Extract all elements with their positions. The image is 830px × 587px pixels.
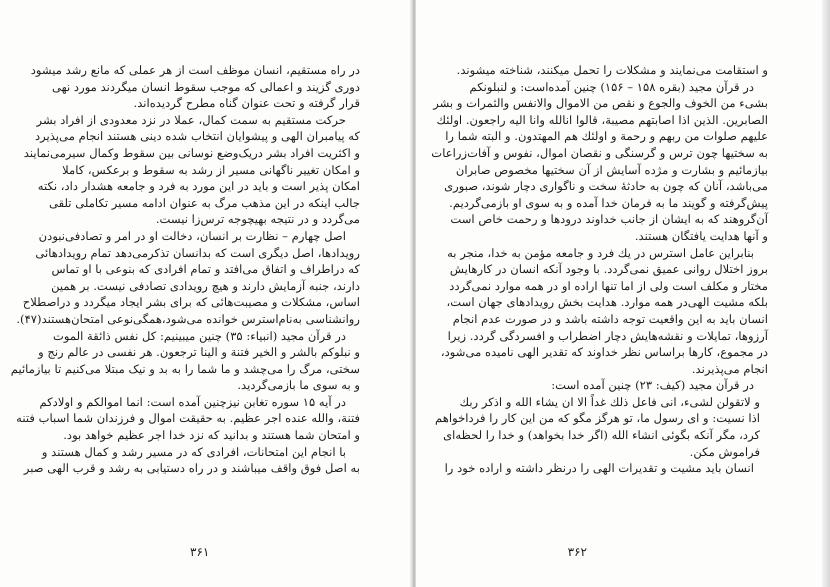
text-line: و به سوی ما بازمی‌گردید. [237,378,360,393]
text-line: و آنها هدایت یافتگان هستند. [634,228,768,243]
text-line: می‌گردد و در نتیجه بهیچوجه ترس‌زا نیست. [155,212,360,227]
text-line: در قرآن مجید (بقره ۱۵۸ – ۱۵۶) چنین آمده‌است: و لنبلونکم [469,79,754,94]
right-page-number: ۳۶۲ [567,545,587,559]
text-line: امکان پذیر است و باید در این مورد به فرد و جامعه هشدار داد، نکته [37,179,360,194]
text-line: و امکان تغییر ناگهانی مسیر از رشد به سقوط و برعکس، کاملا [62,162,360,177]
text-line: علیهم صلوات من ربهم و رحمة و اولئك هم المهتدون. و البته شما را [445,129,768,144]
text-line: آرزوها، تمایلات و نقشه‌هایش دچار اضطراب و افسردگی گردد. زیرا [447,328,768,343]
text-line: کرد، مگر آنکه بگوئی انشاء الله (اگر خدا بخواهد) و خدا را لحظه‌ای [443,428,760,443]
text-line: فراموش مکن. [689,444,760,459]
left-page-number: ۳۶۱ [190,545,210,559]
text-line: که پیامبران الهی و پیشوایان انتخاب شده دینی هستند انجام می‌پذیرد [34,129,360,144]
text-line: اذا نسیت: و ای رسول ما، تو هرگز مگو که من این کار را فرداخواهم [435,411,760,426]
text-line: در قرآن مجید (کیف: ۲۳) چنین آمده است: [551,378,754,393]
text-line: آن‌گروهند که به ایشان از جانب خداوند درودها و رحمت خاص است [450,212,768,227]
text-line: روانشناسی به‌نام‌استرس خوانده می‌شود،همگی‌نوعی امتحان‌هستند(۴۷). [16,311,360,326]
text-line: رویدادها، اصل دیگری است که بدانسان تذکرمی‌دهد تمام رویدادهائی [35,245,360,260]
text-line: قرار گرفته و تحت عنوان گناه مطرح گردیده‌اند. [133,96,360,111]
left-page [0,0,412,587]
text-line: اساس، مشکلات و مصیبت‌هائی که برای بشر ایجاد میگردد و دراصطلاح [22,295,360,310]
text-line: با انجام این امتحانات، افرادی که در مسیر رشد و کمال هستند و [41,444,346,459]
text-line: بیازمائیم و بشارت و مژده آسایش از آن سختیها مخصوص صابران [455,162,768,177]
text-line: انسان باید به این واقعیت توجه داشته باشد و در صورت عدم انجام [452,311,768,326]
text-line: مختار و مکلف است ولی از اما تنها اراده او در همه موارد نمی‌گردد [449,278,768,293]
text-line: بروز اختلال روانی عمیق نمی‌گردد. با وجود آنکه انسان در کارهایش [449,262,768,277]
left-page-body [10,62,360,477]
text-line: فتنة، والله عنده اجر عظیم. به حقیقت اموال و فرزندان شما اسباب فتنه [16,411,360,426]
text-line: سختی، مرگ را می‌چشد و ما شما را به بد و نیک مبتلا می‌کنیم تا بیازمائیم [10,361,360,376]
text-line: در راه مستقیم، انسان موظف است از هر عملی که مانع رشد میشود [30,63,360,77]
right-page-body [431,62,768,477]
text-line: جالب اینکه در این مذهب مرگ به عنوان ادامه مسیر تکاملی تلقی [48,195,360,210]
text-line: الصابرین. الذین اذا اصابتهم مصیبة، قالوا انالله وانا الیه راجعون. اولئك [436,112,768,127]
text-line: در قرآن مجید (انبیاء: ۳۵) چنین میبینیم: کل نفس ذائقة الموت [53,328,346,343]
text-line: که دراطراف و اتفاق می‌افتد و تمام افرادی که بنوعی با او تماس [51,262,360,277]
text-line: و نبلوکم بالشر و الخیر فتنة و الینا ترجعون. هر نفسی در عالم رنج و [38,345,360,360]
text-line: و لاتقولن لشیء، انی فاعل ذلك غداً الا ان یشاء الله و اذکر ربك [459,394,760,409]
text-line: انجام می‌پذیرند. [691,361,768,376]
text-line: در مجموع، کارها براساس نظر خداوند که تقدیر الهی نامیده می‌شود، [440,345,768,360]
text-line: انسان باید مشیت و تقدیرات الهی را درنظر داشته و اراده خود را [444,461,754,476]
text-line: به اصل فوق واقف میباشند و در راه دستیابی به رشد و قرب الهی صبر [23,461,360,476]
text-line: و اکثریت افراد بشر دریک‌وضع نوسانی بین سقوط وکمال سیرمی‌نمایند [23,145,360,160]
text-line: و امتحان شما هستند و بدانید که نزد خدا اجر عظیم خواهد بود. [63,428,360,443]
text-line: به سختیها چون ترس و گرسنگی و نقصان اموال، نفوس و آفات‌زراعات [431,145,768,160]
text-line: دارند، جنبه آزمایش دارند و هیچ رویدادی تصادفی نیست. بر همین [51,278,360,293]
right-page [416,0,830,587]
text-line: در آیه ۱۵ سوره تغابن نیزچنین آمده است: انما اموالکم و اولادکم [39,394,346,409]
text-line: می‌باشد، آنان که چون به حادثهٔ سخت و ناگواری دچار شوند، صبوری [444,179,768,194]
text-line: پیش‌گرفته و گویند ما به فرمان خدا آمده و به سوی او بازمی‌گردیم. [449,195,768,210]
text-line: و استقامت می‌نمایند و مشکلات را تحمل میکنند، شناخته میشوند. [456,63,768,77]
text-line: حرکت مستقیم به سمت کمال، عملا در نزد معدودی از افراد بشر [36,112,346,127]
text-line: بنابراین عامل استرس در یك فرد و جامعه مؤمن به خدا، منجر به [447,245,754,260]
text-line: دوری گزیند و اعمالی که موجب سقوط انسان میگردند مورد نهی [52,79,360,94]
page-edge-shadow [822,0,830,587]
text-line: اصل چهارم – نظارت بر انسان، دخالت او در امر و تصادفی‌نبودن [38,228,346,243]
text-line: بشیء من الخوف والجوع و نقص من الاموال والانفس والثمرات و بشر [433,96,768,111]
text-line: بلکه مشیت الهی‌در همه موارد. هدایت بخش رویدادهای جهان است، [446,295,768,310]
